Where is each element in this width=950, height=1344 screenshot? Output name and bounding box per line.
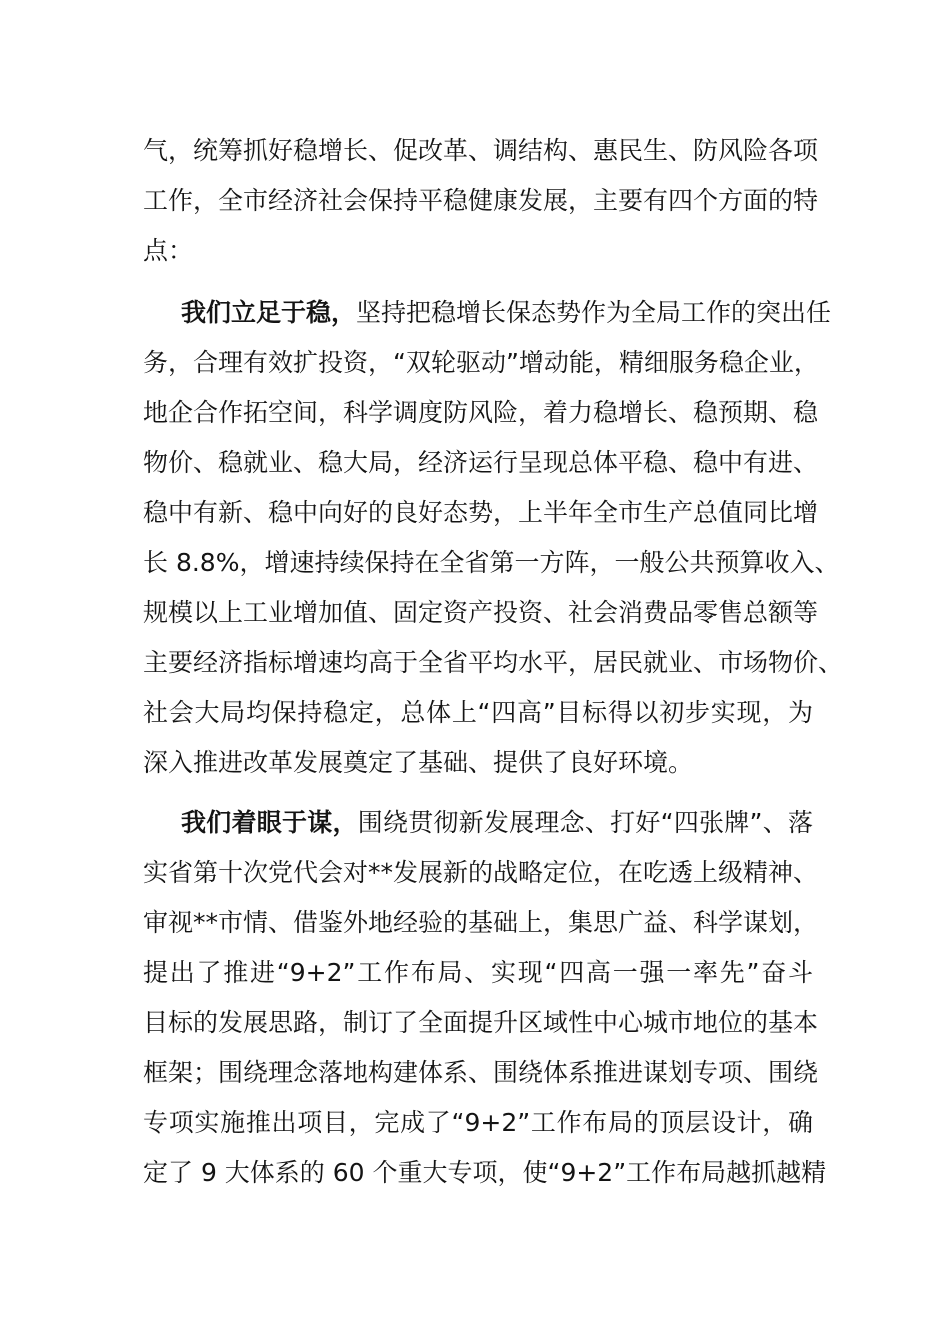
paragraph-line: 框架；围绕理念落地构建体系、围绕体系推进谋划专项、围绕 (143, 1058, 819, 1087)
paragraph-line: 气，统筹抓好稳增长、促改革、调结构、惠民生、防风险各项 (143, 136, 819, 165)
paragraph-line: 物价、稳就业、稳大局，经济运行呈现总体平稳、稳中有进、 (143, 448, 819, 477)
paragraph-first-line-text: 坚持把稳增长保态势作为全局工作的突出任 (356, 298, 832, 327)
paragraph-first-line (143, 798, 813, 848)
paragraph-line: 提出了推进“9+2”工作布局、实现“四高一强一率先”奋斗 (143, 958, 813, 987)
paragraph-3 (143, 798, 827, 1198)
paragraph-line: 务，合理有效扩投资，“双轮驱动”增动能，精细服务稳企业， (143, 348, 819, 377)
paragraph-2 (143, 288, 844, 788)
paragraph-first-line-text: 围绕贯彻新发展理念、打好“四张牌”、落 (357, 808, 813, 837)
paragraph-line: 社会大局均保持稳定，总体上“四高”目标得以初步实现，为 (143, 698, 813, 727)
paragraph-line: 点： (143, 236, 194, 265)
paragraph-line: 主要经济指标增速均高于全省平均水平，居民就业、市场物价、 (143, 648, 844, 677)
paragraph-line: 长 8.8%，增速持续保持在全省第一方阵，一般公共预算收入、 (143, 548, 840, 577)
paragraph-line: 地企合作拓空间，科学调度防风险，着力稳增长、稳预期、稳 (143, 398, 819, 427)
paragraph-1 (143, 126, 819, 276)
paragraph-line: 定了 9 大体系的 60 个重大专项，使“9+2”工作布局越抓越精 (143, 1158, 827, 1187)
paragraph-line: 工作，全市经济社会保持平稳健康发展，主要有四个方面的特 (143, 186, 819, 215)
paragraph-line: 深入推进改革发展奠定了基础、提供了良好环境。 (143, 748, 694, 777)
paragraph-first-line (143, 288, 832, 338)
paragraph-lead-heading: 我们立足于稳， (181, 298, 357, 327)
paragraph-line: 目标的发展思路，制订了全面提升区域性中心城市地位的基本 (143, 1008, 819, 1037)
paragraph-line: 审视**市情、借鉴外地经验的基础上，集思广益、科学谋划， (143, 908, 819, 937)
paragraph-line: 规模以上工业增加值、固定资产投资、社会消费品零售总额等 (143, 598, 819, 627)
paragraph-line: 专项实施推出项目，完成了“9+2”工作布局的顶层设计，确 (143, 1108, 813, 1137)
paragraph-line: 稳中有新、稳中向好的良好态势，上半年全市生产总值同比增 (143, 498, 819, 527)
paragraph-lead-heading: 我们着眼于谋， (181, 808, 358, 837)
paragraph-line: 实省第十次党代会对**发展新的战略定位，在吃透上级精神、 (143, 858, 819, 887)
